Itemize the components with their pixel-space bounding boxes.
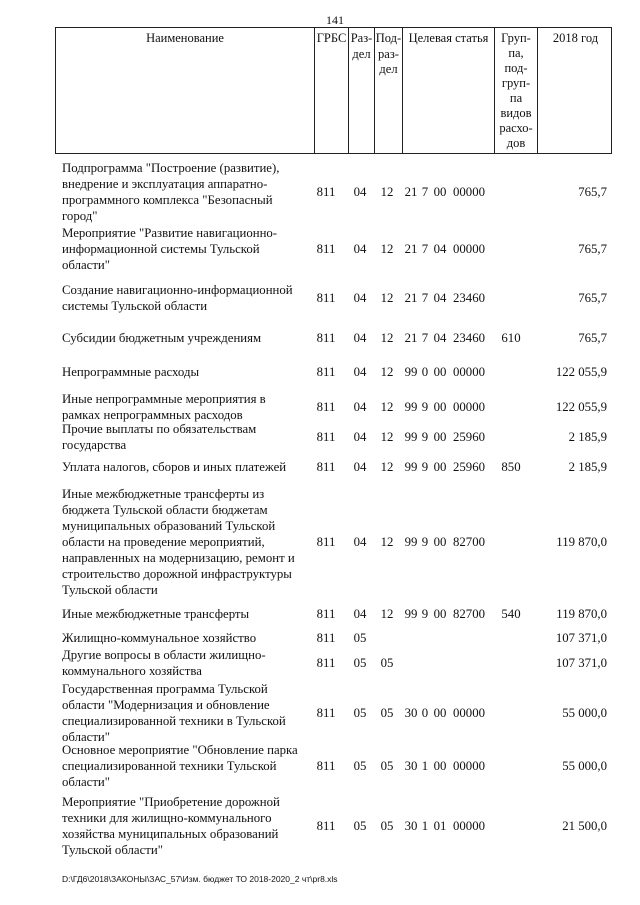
cell-rz: 04	[353, 535, 367, 549]
cell-pr: 12	[380, 430, 394, 444]
cell-rz: 04	[353, 365, 367, 379]
cell-rz: 05	[353, 819, 367, 833]
cell-grbs: 811	[316, 365, 336, 379]
cell-t2: 9	[421, 535, 429, 549]
row-name: Жилищно-коммунальное хозяйство	[62, 631, 257, 645]
cell-t4: 00000	[453, 819, 485, 833]
cell-amount: 119 870,0	[556, 535, 607, 549]
cell-amount: 55 000,0	[562, 759, 607, 773]
cell-grbs: 811	[316, 430, 336, 444]
cell-t2: 0	[421, 365, 429, 379]
cell-amount: 107 371,0	[555, 631, 607, 645]
header-expense-group: Груп- па, под- груп- па видов расхо- дов	[494, 28, 537, 153]
table-row	[0, 391, 640, 423]
cell-rz: 04	[353, 607, 367, 621]
cell-rz: 04	[353, 460, 367, 474]
row-name: Непрограммные расходы	[62, 365, 200, 379]
cell-pr: 12	[380, 460, 394, 474]
cell-t3: 00	[433, 365, 447, 379]
header-podrazdel: Под- раз- дел	[374, 28, 402, 153]
cell-grbs: 811	[316, 242, 336, 256]
cell-t2: 7	[421, 185, 429, 199]
cell-t2: 7	[421, 331, 429, 345]
cell-t3: 00	[433, 759, 447, 773]
cell-amount: 765,7	[578, 185, 607, 199]
row-name: Мероприятие "Развитие навигационно-информационной системы Тульской области"	[62, 226, 278, 272]
table-row	[0, 459, 640, 475]
cell-pr: 12	[380, 365, 394, 379]
row-name: Подпрограмма "Построение (развитие), внедрение и эксплуатация аппаратно-программного комплекса "Безопасный город"	[62, 161, 280, 223]
cell-rz: 05	[353, 631, 367, 645]
cell-t1: 30	[404, 759, 418, 773]
row-name: Субсидии бюджетным учреждениям	[62, 331, 262, 345]
cell-t1: 30	[404, 819, 418, 833]
cell-t1: 21	[404, 242, 418, 256]
cell-grbs: 811	[316, 331, 336, 345]
cell-t3: 00	[433, 460, 447, 474]
table-row	[0, 225, 640, 273]
cell-amount: 55 000,0	[562, 706, 607, 720]
cell-grbs: 811	[316, 759, 336, 773]
cell-t1: 99	[404, 535, 418, 549]
cell-grbs: 811	[316, 706, 336, 720]
cell-t4: 82700	[453, 535, 485, 549]
cell-t1: 99	[404, 607, 418, 621]
cell-amount: 107 371,0	[555, 656, 607, 670]
cell-pr: 12	[380, 331, 394, 345]
row-name: Иные межбюджетные трансферты	[62, 607, 250, 621]
cell-vr: 610	[501, 331, 521, 345]
cell-t3: 04	[433, 291, 447, 305]
table-row	[0, 606, 640, 622]
cell-t2: 7	[421, 242, 429, 256]
table-row	[0, 330, 640, 346]
cell-t4: 25960	[453, 460, 485, 474]
cell-t2: 9	[421, 430, 429, 444]
cell-t2: 1	[421, 759, 429, 773]
cell-t2: 0	[421, 706, 429, 720]
cell-rz: 04	[353, 185, 367, 199]
cell-t1: 21	[404, 185, 418, 199]
cell-amount: 2 185,9	[568, 430, 607, 444]
cell-t2: 1	[421, 819, 429, 833]
row-name: Государственная программа Тульской области "Модернизация и обновление специализированной техники в Тульской области"	[62, 682, 286, 744]
cell-t3: 00	[433, 535, 447, 549]
cell-t3: 00	[433, 185, 447, 199]
cell-vr: 540	[501, 607, 521, 621]
cell-t3: 01	[433, 819, 447, 833]
table-row	[0, 160, 640, 224]
cell-t4: 00000	[453, 706, 485, 720]
cell-t4: 00000	[453, 759, 485, 773]
cell-grbs: 811	[316, 185, 336, 199]
cell-grbs: 811	[316, 819, 336, 833]
cell-t1: 21	[404, 331, 418, 345]
cell-t4: 82700	[453, 607, 485, 621]
cell-t1: 21	[404, 291, 418, 305]
table-row	[0, 630, 640, 646]
cell-t3: 04	[433, 331, 447, 345]
table-row	[0, 794, 640, 858]
header-razdel: Раз- дел	[348, 28, 374, 153]
cell-vr: 850	[501, 460, 521, 474]
table-row	[0, 421, 640, 453]
cell-amount: 122 055,9	[555, 400, 607, 414]
table-row	[0, 282, 640, 314]
header-target-article: Целевая статья	[402, 28, 494, 153]
cell-pr: 05	[380, 759, 394, 773]
cell-t2: 7	[421, 291, 429, 305]
cell-rz: 04	[353, 291, 367, 305]
table-row	[0, 486, 640, 598]
cell-t1: 99	[404, 400, 418, 414]
cell-grbs: 811	[316, 291, 336, 305]
row-name: Иные межбюджетные трансферты из бюджета Тульской области бюджетам муниципальных образований Тульской области на проведение мероприятий, направленных на модернизацию, ремонт и строительство дорожной инфраструктуры Тульской области	[62, 487, 295, 597]
cell-amount: 765,7	[578, 331, 607, 345]
cell-amount: 122 055,9	[555, 365, 607, 379]
cell-t3: 00	[433, 607, 447, 621]
cell-amount: 765,7	[578, 242, 607, 256]
table-header	[55, 27, 612, 154]
cell-pr: 05	[380, 819, 394, 833]
cell-pr: 05	[380, 656, 394, 670]
cell-t3: 00	[433, 706, 447, 720]
row-name: Основное мероприятие "Обновление парка специализированной техники Тульской области"	[62, 743, 298, 789]
cell-grbs: 811	[316, 656, 336, 670]
cell-t1: 99	[404, 365, 418, 379]
row-name: Уплата налогов, сборов и иных платежей	[62, 460, 287, 474]
page-number: 141	[326, 13, 344, 27]
cell-t1: 99	[404, 460, 418, 474]
cell-t4: 25960	[453, 430, 485, 444]
row-name: Другие вопросы в области жилищно-коммунального хозяйства	[62, 648, 266, 678]
header-grbs: ГРБС	[314, 28, 348, 153]
header-name: Наименование	[146, 31, 224, 45]
cell-rz: 04	[353, 400, 367, 414]
cell-pr: 05	[380, 706, 394, 720]
cell-t1: 99	[404, 430, 418, 444]
cell-rz: 04	[353, 331, 367, 345]
cell-t4: 23460	[453, 331, 485, 345]
cell-t3: 00	[433, 400, 447, 414]
cell-grbs: 811	[316, 631, 336, 645]
row-name: Прочие выплаты по обязательствам государства	[62, 422, 257, 452]
cell-pr: 12	[380, 242, 394, 256]
cell-t4: 00000	[453, 365, 485, 379]
cell-t4: 00000	[453, 185, 485, 199]
cell-pr: 12	[380, 607, 394, 621]
cell-amount: 119 870,0	[556, 607, 607, 621]
cell-amount: 2 185,9	[568, 460, 607, 474]
cell-t4: 00000	[453, 400, 485, 414]
file-path-footer: D:\ГД6\2018\ЗАКОНЫ\ЗАС_57\Изм. бюджет ТО 2018-2020_2 чт\pr8.xls	[62, 874, 338, 884]
cell-t2: 9	[421, 460, 429, 474]
cell-rz: 05	[353, 656, 367, 670]
table-row	[0, 742, 640, 790]
table-row	[0, 647, 640, 679]
table-row	[0, 681, 640, 745]
cell-t4: 00000	[453, 242, 485, 256]
row-name: Мероприятие "Приобретение дорожной техники для жилищно-коммунального хозяйства муниципальных образований Тульской области"	[62, 795, 280, 857]
cell-rz: 05	[353, 759, 367, 773]
cell-t4: 23460	[453, 291, 485, 305]
cell-grbs: 811	[316, 607, 336, 621]
cell-amount: 21 500,0	[562, 819, 607, 833]
cell-pr: 12	[380, 400, 394, 414]
cell-amount: 765,7	[578, 291, 607, 305]
cell-t3: 00	[433, 430, 447, 444]
cell-grbs: 811	[316, 535, 336, 549]
cell-rz: 04	[353, 242, 367, 256]
cell-rz: 04	[353, 430, 367, 444]
header-year: 2018 год	[537, 28, 613, 153]
row-name: Создание навигационно-информационной системы Тульской области	[62, 283, 293, 313]
cell-pr: 12	[380, 185, 394, 199]
cell-t1: 30	[404, 706, 418, 720]
cell-grbs: 811	[316, 400, 336, 414]
cell-t3: 04	[433, 242, 447, 256]
cell-rz: 05	[353, 706, 367, 720]
cell-pr: 12	[380, 535, 394, 549]
cell-grbs: 811	[316, 460, 336, 474]
table-row	[0, 364, 640, 380]
cell-t2: 9	[421, 607, 429, 621]
cell-pr: 12	[380, 291, 394, 305]
row-name: Иные непрограммные мероприятия в рамках непрограммных расходов	[62, 392, 266, 422]
cell-t2: 9	[421, 400, 429, 414]
